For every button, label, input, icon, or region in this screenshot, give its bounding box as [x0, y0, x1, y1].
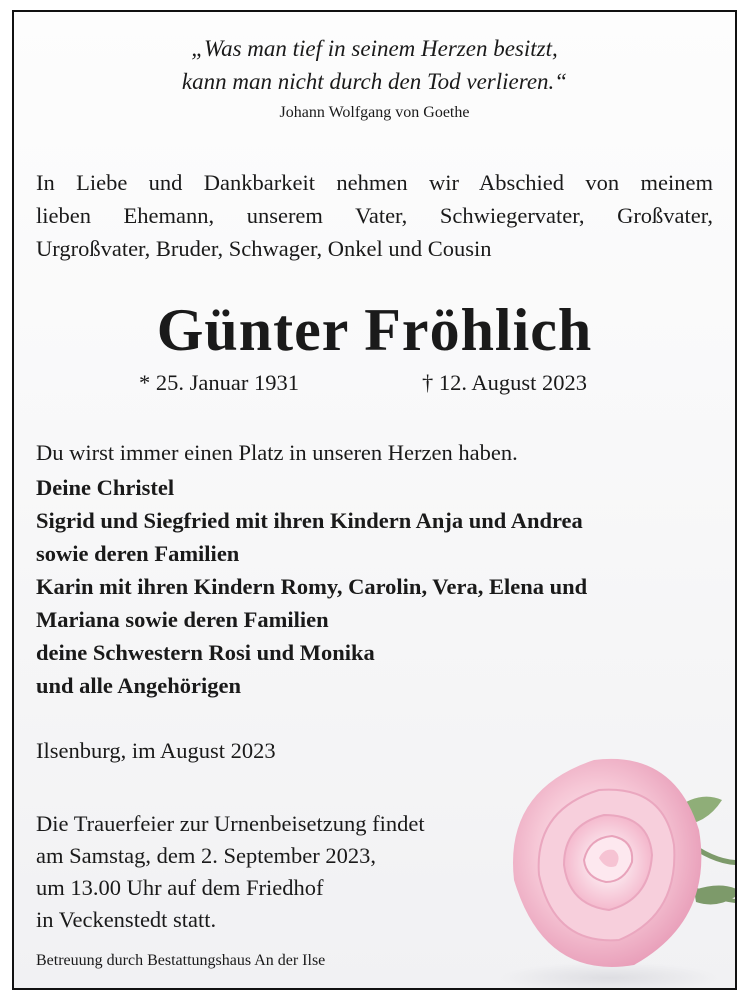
family-line: Deine Christel [36, 475, 175, 500]
ceremony-info [36, 808, 425, 936]
quote-line-2: kann man nicht durch den Tod verlieren.“ [181, 69, 568, 94]
family-line: deine Schwestern Rosi und Monika [36, 640, 375, 665]
farewell-intro [36, 166, 713, 265]
intro-line: Urgroßvater, Bruder, Schwager, Onkel und Cousin [36, 236, 492, 261]
family-line: und alle Angehörigen [36, 673, 242, 698]
place-date: Ilsenburg, im August 2023 [36, 738, 276, 763]
funeral-home-note: Betreuung durch Bestattungshaus An der Ilse [36, 952, 326, 969]
goethe-quote [14, 32, 735, 98]
family-line: Mariana sowie deren Familien [36, 607, 329, 632]
pink-rose-image [484, 730, 737, 990]
ceremony-line: Die Trauerfeier zur Urnenbeisetzung findet [36, 811, 425, 836]
obituary-notice [12, 10, 737, 990]
ceremony-line: um 13.00 Uhr auf dem Friedhof [36, 875, 324, 900]
family-line: sowie deren Familien [36, 541, 240, 566]
family-line: Karin mit ihren Kindern Romy, Carolin, Vera, Elena und [36, 574, 588, 599]
intro-line: lieben Ehemann, unserem Vater, Schwiegervater, Großvater, [36, 203, 713, 228]
ceremony-line: am Samstag, dem 2. September 2023, [36, 843, 376, 868]
quote-author: Johann Wolfgang von Goethe [279, 104, 470, 121]
family-list [36, 471, 587, 702]
intro-line: In Liebe und Dankbarkeit nehmen wir Abschied von meinem [36, 170, 713, 195]
birth-date: * 25. Januar 1931 [139, 370, 299, 395]
deceased-name: Günter Fröhlich [156, 297, 593, 363]
ceremony-line: in Veckenstedt statt. [36, 907, 217, 932]
family-line: Sigrid und Siegfried mit ihren Kindern Anja und Andrea [36, 508, 583, 533]
quote-line-1: „Was man tief in seinem Herzen besitzt, [191, 36, 558, 61]
memorial-sentence: Du wirst immer einen Platz in unseren Herzen haben. [36, 440, 518, 465]
death-date: † 12. August 2023 [422, 370, 588, 395]
